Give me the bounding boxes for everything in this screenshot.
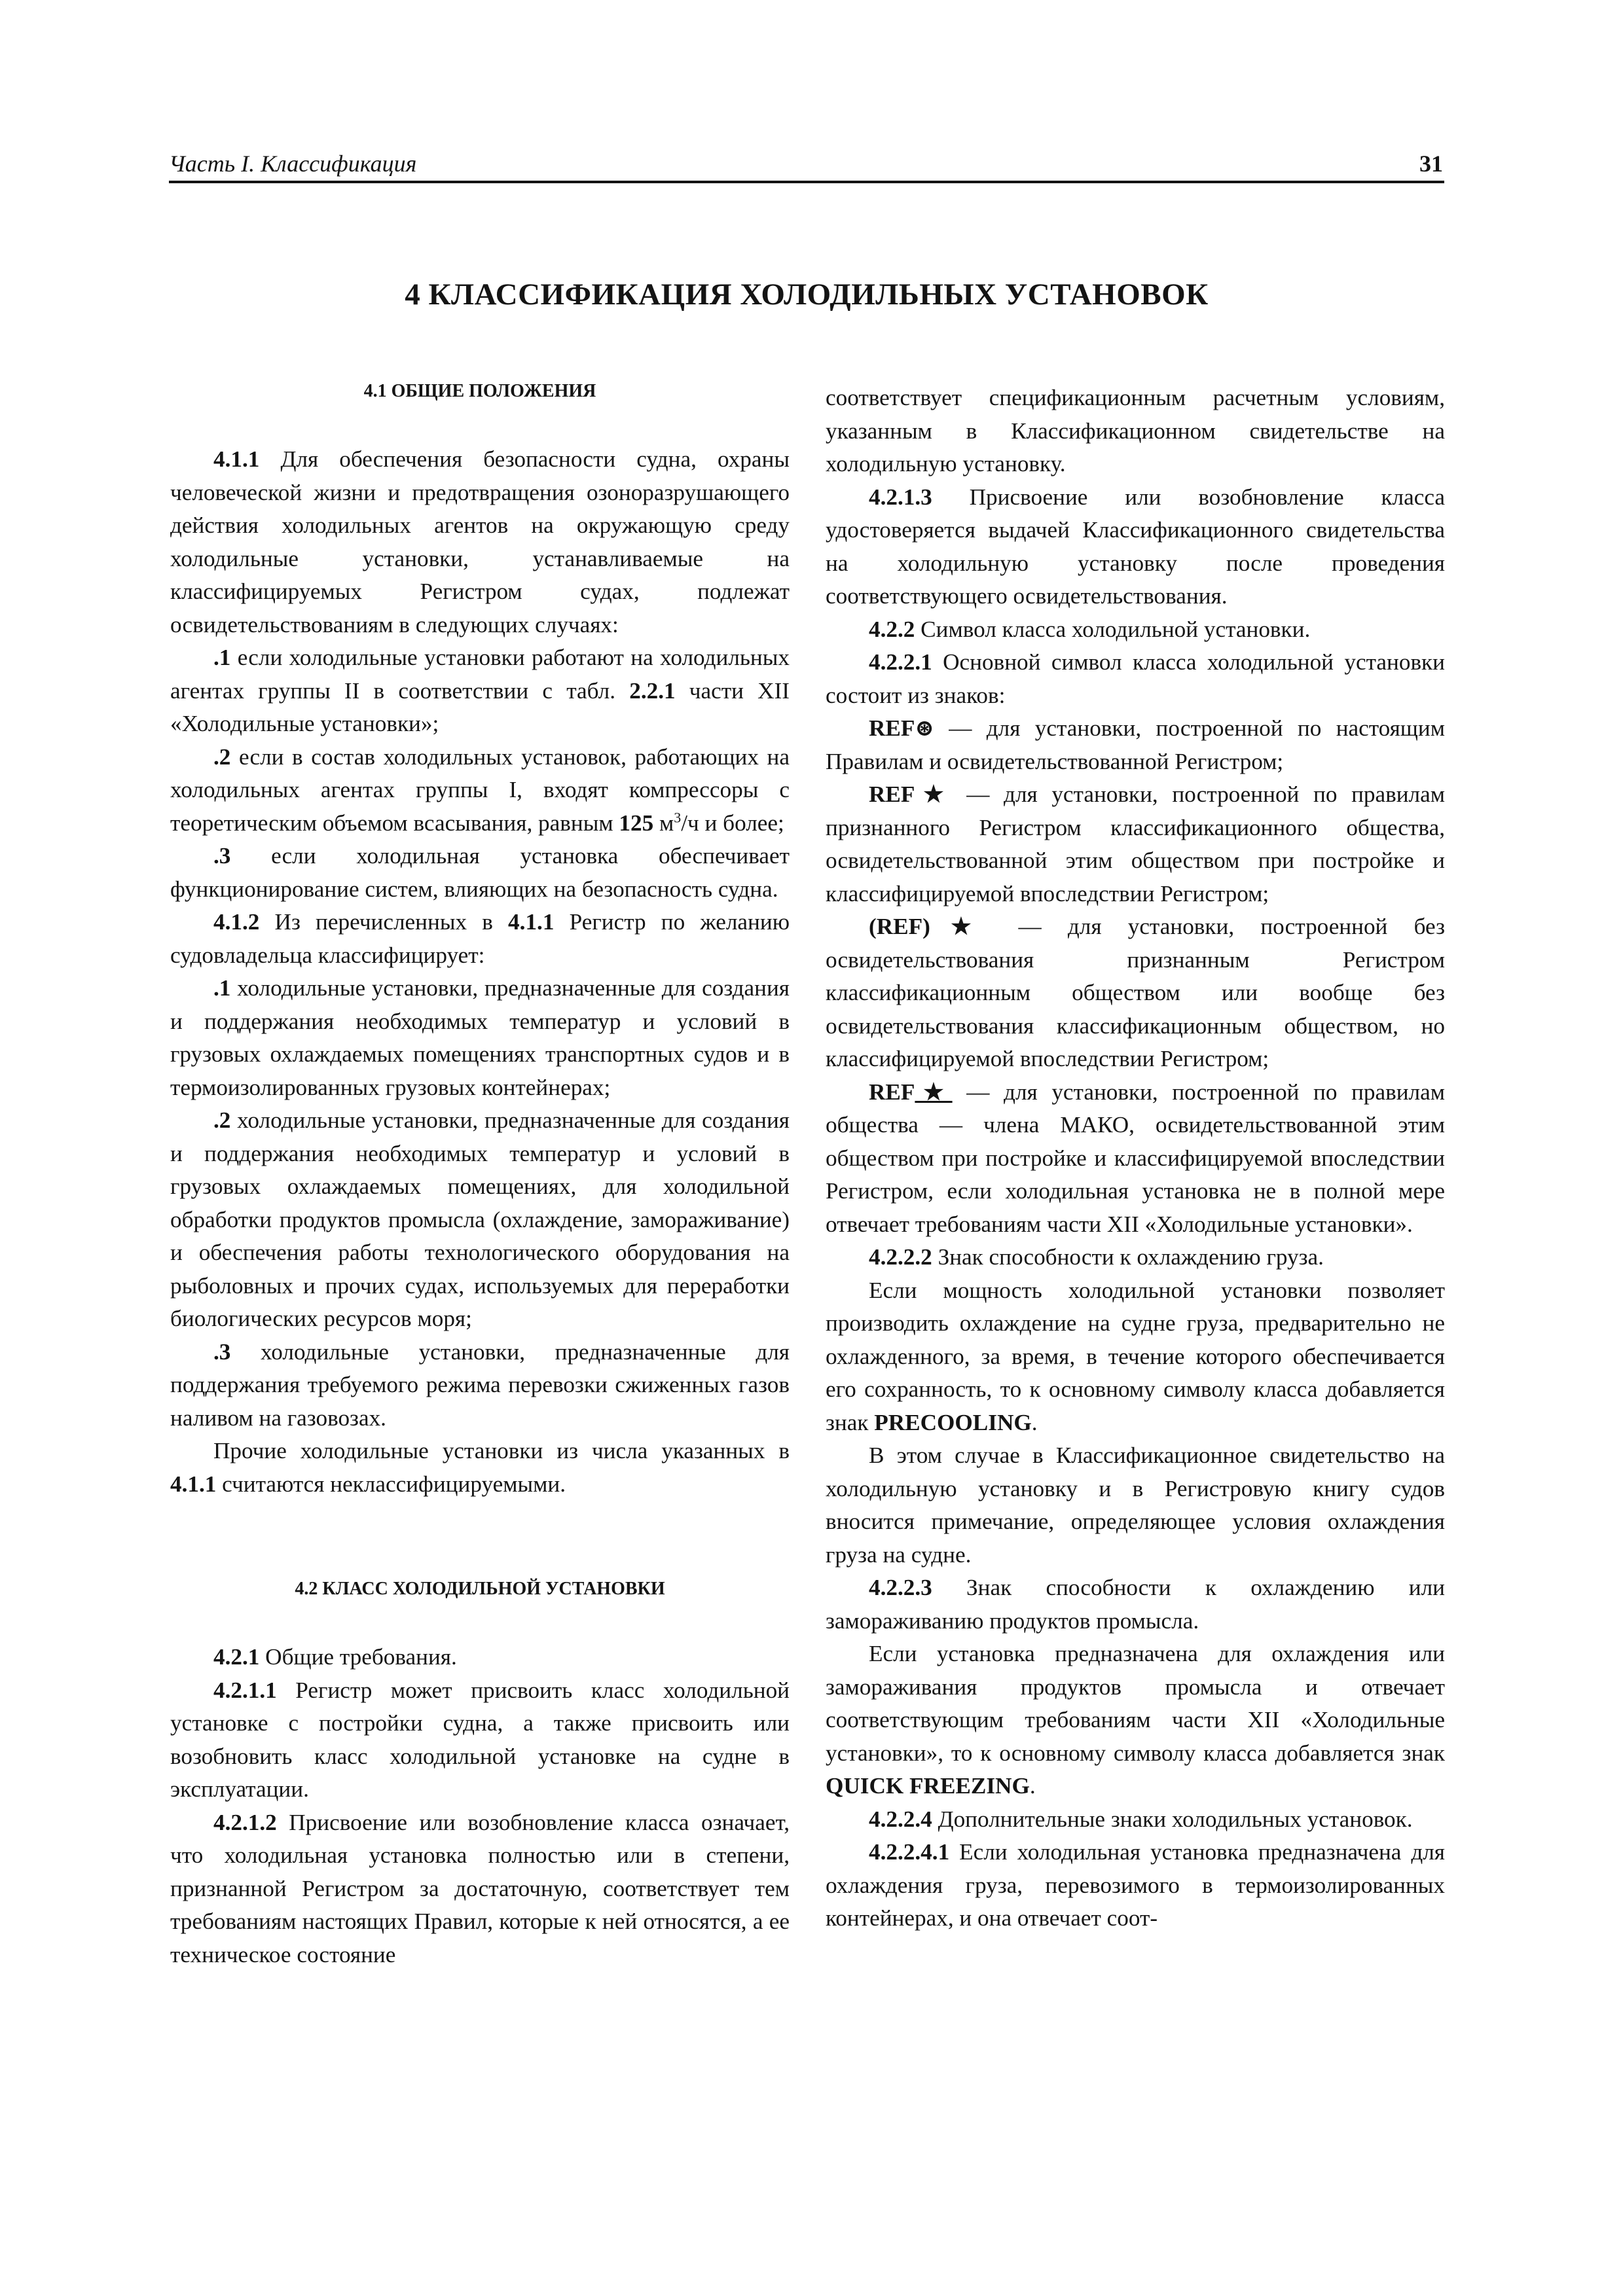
list-item: .3 холодильные установки, предназначенные для поддержания требуемого режима перевозки сжиженных газов наливом на газовозах. (170, 1338, 790, 1431)
running-head-part: Часть I. Классификация (169, 151, 417, 177)
subsection-4-2-2: 4.2.2 Символ класса холодильной установки. (869, 616, 1311, 642)
left-column (170, 382, 790, 1971)
subsection-4-2-1: 4.2.1 Общие требования. (213, 1644, 457, 1670)
class-symbol-ref-star: REF★ — для установки, построенной по правилам признанного Регистром классификационного общества, освидетельствованной этим обществом при постройке и классифицируемой впоследствии Регистром; (826, 781, 1446, 906)
running-header (169, 149, 1444, 183)
list-item: .2 холодильные установки, предназначенные для создания и поддержания необходимых температур и условий в грузовых охлаждаемых помещениях, для холодильной обработки продуктов промысла (охлаждение, замораживание) и обеспечения работы технологического оборудования на рыболовных и прочих судах, используемых для переработки биологических ресурсов моря; (170, 1107, 790, 1331)
paragraph-4-2-2-3: 4.2.2.3 Знак способности к охлаждению или замораживанию продуктов промысла. (826, 1575, 1445, 1634)
class-symbol-ref-underlined-star: REF★ — для установки, построенной по правилам общества — члена МАКО, освидетельствованной этим обществом при постройке и классифицируемой впоследствии Регистром, если холодильная установка не в полной мере отвечает требованиям части XII «Холодильные установки». (826, 1079, 1446, 1237)
paragraph: Если установка предназначена для охлаждения или замораживания продуктов промысла и отвечает соответствующим требованиям части XII «Холодильные установки», то к основному символу класса добавляется знак QUICK FREEZING. (826, 1641, 1445, 1799)
paragraph-4-2-1-1: 4.2.1.1 Регистр может присвоить класс холодильной установке с постройки судна, а также присвоить или возобновить класс холодильной установке на судне в эксплуатации. (170, 1677, 790, 1802)
section-heading-4-1: 4.1 ОБЩИЕ ПОЛОЖЕНИЯ (363, 381, 596, 401)
class-symbol-ref-circled-star: REF⊛ — для установки, построенной по настоящим Правилам и освидетельствованной Регистром; (826, 715, 1445, 774)
paragraph-4-2-2-2: 4.2.2.2 Знак способности к охлаждению груза. (869, 1244, 1324, 1270)
class-symbol-ref-parenthesized-star: (REF)★ — для установки, построенной без освидетельствования признанным Регистром классификационным обществом или вообще без освидетельствования классификационным обществом, но классифицируемой впоследствии Регистром; (826, 914, 1446, 1071)
paragraph-4-2-2-4: 4.2.2.4 Дополнительные знаки холодильных установок. (869, 1806, 1413, 1832)
list-item: .1 если холодильные установки работают на холодильных агентах группы II в соответствии с табл. 2.2.1 части XII «Холодильные установки»; (170, 645, 790, 736)
paragraph-4-2-1-3: 4.2.1.3 Присвоение или возобновление класса удостоверяется выдачей Классификационного свидетельства на холодильную установку после проведения соответствующего освидетельствования. (826, 484, 1445, 609)
list-item: .3 если холодильная установка обеспечивает функционирование систем, влияющих на безопасность судна. (170, 843, 790, 902)
paragraph-4-2-2-1: 4.2.2.1 Основной символ класса холодильной установки состоит из знаков: (826, 649, 1445, 708)
section-heading-4-2: 4.2 КЛАСС ХОЛОДИЛЬНОЙ УСТАНОВКИ (295, 1579, 665, 1599)
paragraph-4-1-1: 4.1.1 Для обеспечения безопасности судна, охраны человеческой жизни и предотвращения озоноразрушающего действия холодильных агентов на окружающую среду холодильные установки, устанавливаемые на классифицируемых Регистром судах, подлежат освидетельствованиям в следующих случаях: (170, 446, 790, 637)
right-column (826, 382, 1445, 1935)
list-item: .1 холодильные установки, предназначенные для создания и поддержания необходимых температур и условий в грузовых охлаждаемых помещениях транспортных судов и в термоизолированных грузовых контейнерах; (170, 975, 790, 1100)
page-number: 31 (1419, 151, 1443, 177)
paragraph: Если мощность холодильной установки позволяет производить охлаждение на судне груза, предварительно не охлажденного, за время, в течение которого обеспечивается его сохранность, то к основному символу класса добавляется знак PRECOOLING. (826, 1277, 1445, 1435)
paragraph-4-2-2-4-1: 4.2.2.4.1 Если холодильная установка предназначена для охлаждения груза, перевозимого в термоизолированных контейнерах, и она отвечает соот- (826, 1839, 1445, 1931)
list-item: .2 если в состав холодильных установок, работающих на холодильных агентах группы I, входят компрессоры с теоретическим объемом всасывания, равным 125 $м^3/ч$ и более; (170, 744, 790, 836)
paragraph: В этом случае в Классификационное свидетельство на холодильную установку и в Регистровую книгу судов вносится примечание, определяющее условия охлаждения груза на судне. (826, 1443, 1445, 1568)
paragraph: Прочие холодильные установки из числа указанных в 4.1.1 считаются неклассифицируемыми. (170, 1438, 790, 1497)
paragraph-continuation: соответствует спецификационным расчетным условиям, указанным в Классификационном свидетельстве на холодильную установку. (826, 385, 1445, 476)
paragraph-4-1-2: 4.1.2 Из перечисленных в 4.1.1 Регистр по желанию судовладельца классифицирует: (170, 909, 790, 968)
chapter-title: 4 КЛАССИФИКАЦИЯ ХОЛОДИЛЬНЫХ УСТАНОВОК (405, 278, 1209, 312)
paragraph-4-2-1-2: 4.2.1.2 Присвоение или возобновление класса означает, что холодильная установка полностью или в степени, признанной Регистром за достаточную, соответствует тем требованиям настоящих Правил, которые к ней относятся, а ее техническое состояние (170, 1809, 790, 1967)
